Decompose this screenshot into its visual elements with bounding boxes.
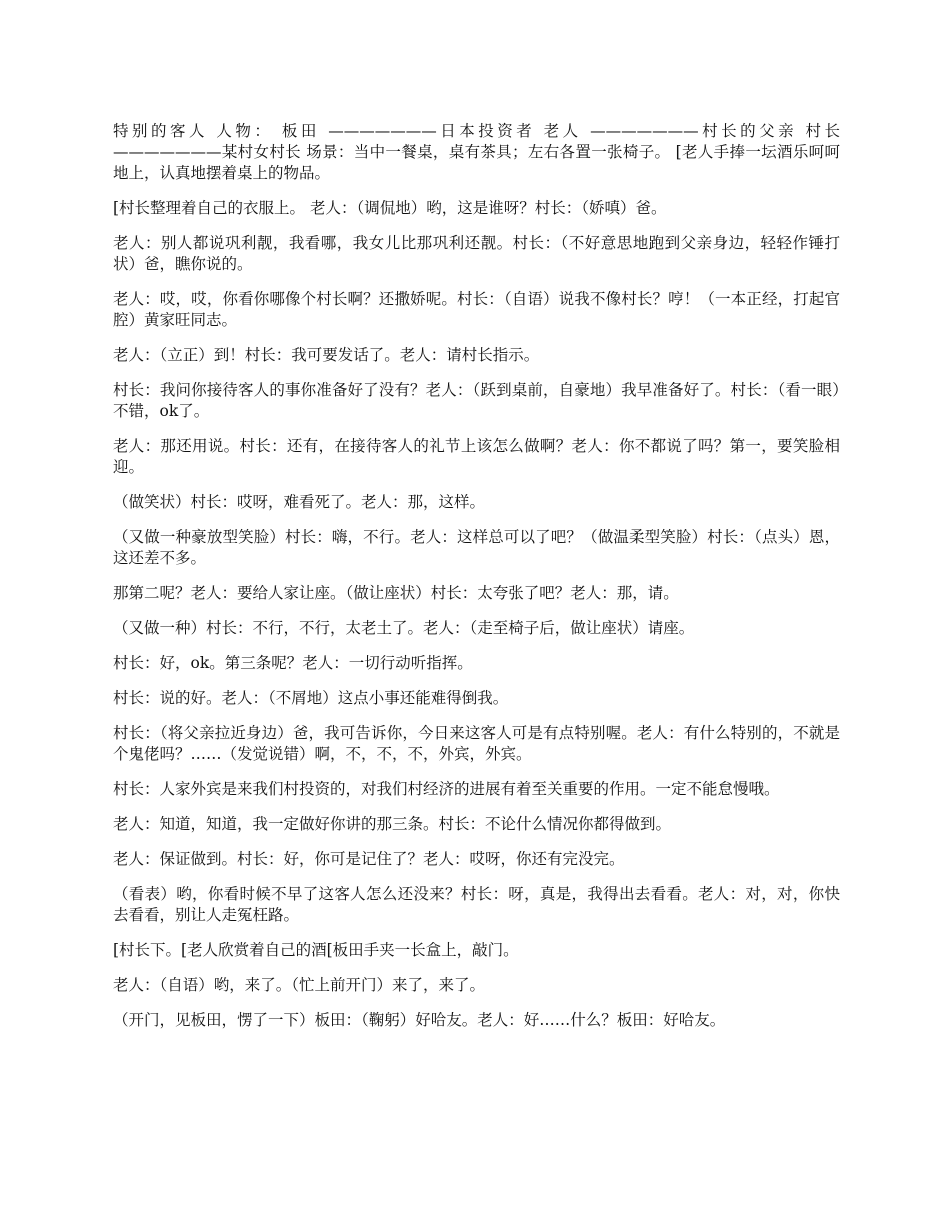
paragraph-6: 村长：我问你接待客人的事你准备好了没有？老人：（跃到桌前，自豪地）我早准备好了。村长：（看一眼）不错，ok了。 xyxy=(113,381,840,420)
paragraph-18: （看表）哟，你看时候不早了这客人怎么还没来？村长：呀，真是，我得出去看看。老人：对，对，你快去看看，别让人走冤枉路。 xyxy=(113,885,840,924)
paragraph-16: 老人：知道，知道，我一定做好你讲的那三条。村长：不论什么情况你都得做到。 xyxy=(113,815,672,833)
paragraph-13: 村长：说的好。老人：（不屑地）这点小事还能难得倒我。 xyxy=(113,689,509,707)
document-body xyxy=(113,121,840,1045)
paragraph-3: 老人：别人都说巩利靓，我看哪，我女儿比那巩利还靓。村长：（不好意思地跑到父亲身边，轻轻作锤打状）爸，瞧你说的。 xyxy=(113,234,840,273)
paragraph-2: [村长整理着自己的衣服上。 老人：（调侃地）哟，这是谁呀？村长：（娇嗔）爸。 xyxy=(113,199,667,217)
paragraph-8: （做笑状）村长：哎呀，难看死了。老人：那，这样。 xyxy=(113,493,486,511)
paragraph-9: （又做一种豪放型笑脸）村长：嗨，不行。老人：这样总可以了吧？（做温柔型笑脸）村长：（点头）恩，这还差不多。 xyxy=(113,528,840,567)
paragraph-10: 那第二呢？老人：要给人家让座。（做让座状）村长：太夸张了吧？老人：那，请。 xyxy=(113,584,679,602)
paragraph-14: 村长：（将父亲拉近身边）爸，我可告诉你，今日来这客人可是有点特别喔。老人：有什么特别的，不就是个鬼佬吗？……（发觉说错）啊，不，不，不，外宾，外宾。 xyxy=(113,724,840,763)
paragraph-1: 特别的客人 人物： 板田 ———————日本投资者 老人 ———————村长的父亲 村长 ———————某村女村长 场景：当中一餐桌，桌有茶具；左右各置一张椅子。 [老人手捧一坛酒乐呵呵地上，认真地摆着桌上的物品。 xyxy=(113,122,840,182)
paragraph-12: 村长：好，ok。第三条呢？老人：一切行动听指挥。 xyxy=(113,654,473,672)
paragraph-19: [村长下。[老人欣赏着自己的酒[板田手夹一长盒上，敲门。 xyxy=(113,941,519,959)
paragraph-5: 老人：（立正）到！村长：我可要发话了。老人：请村长指示。 xyxy=(113,346,540,364)
paragraph-11: （又做一种）村长：不行，不行，太老土了。老人：（走至椅子后，做让座状）请座。 xyxy=(113,619,695,637)
paragraph-17: 老人：保证做到。村长：好，你可是记住了？老人：哎呀，你还有完没完。 xyxy=(113,850,625,868)
paragraph-4: 老人：哎，哎，你看你哪像个村长啊？还撒娇呢。村长：（自语）说我不像村长？哼！（一本正经，打起官腔）黄家旺同志。 xyxy=(113,290,840,329)
paragraph-21: （开门，见板田，愣了一下）板田：（鞠躬）好哈友。老人：好……什么？板田：好哈友。 xyxy=(113,1011,726,1029)
paragraph-20: 老人：（自语）哟，来了。（忙上前开门）来了，来了。 xyxy=(113,976,486,994)
paragraph-7: 老人：那还用说。村长：还有，在接待客人的礼节上该怎么做啊？老人：你不都说了吗？第一，要笑脸相迎。 xyxy=(113,437,840,476)
paragraph-15: 村长：人家外宾是来我们村投资的，对我们村经济的进展有着至关重要的作用。一定不能怠慢哦。 xyxy=(113,780,780,798)
